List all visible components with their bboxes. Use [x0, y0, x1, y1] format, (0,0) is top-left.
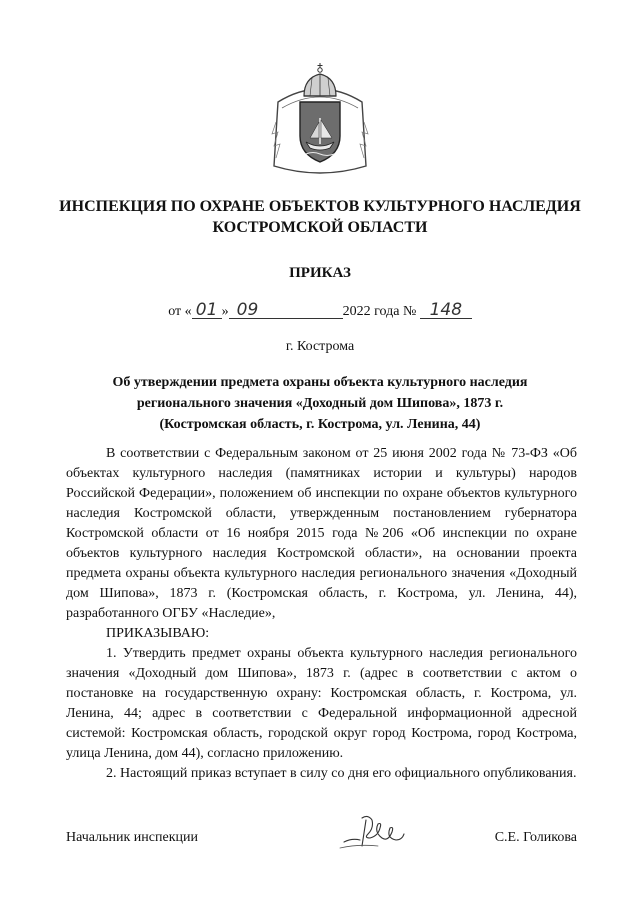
order-subject-line2: регионального значения «Доходный дом Шипова», 1873 г. [136, 396, 504, 411]
order-date-number-line [0, 300, 640, 320]
order-subject-line3: (Костромская область, г. Кострома, ул. Ленина, 44) [159, 417, 481, 432]
order-body [66, 444, 577, 784]
city: г. Кострома [285, 339, 355, 354]
coat-of-arms-emblem [270, 62, 370, 180]
preamble-paragraph: В соответствии с Федеральным законом от 25 июня 2002 года № 73-ФЗ «Об объектах культурного наследия (памятниках истории и культуры) народов Российской Федерации», положением об инспекции по охране объектов культурного наследия Костромской области, утвержденным постановлением губернатора Костромской области от 16 ноября 2015 года №206 «Об инспекции по охране объектов культурного наследия Костромской области», на основании проекта предмета охраны объекта культурного наследия регионального значения «Доходный дом Шипова», 1873 г. (Костромская область, г. Кострома, ул. Ленина, 44), разработанного ОГБУ «Наследие», [66, 446, 577, 621]
date-year-text: 2022 года № [342, 304, 417, 319]
organization-name [40, 196, 600, 238]
order-subject-line1: Об утверждении предмета охраны объекта культурного наследия [112, 375, 528, 390]
order-item-2: 2. Настоящий приказ вступает в силу со дня его официального опубликования. [106, 766, 577, 781]
date-month-handwritten: 09 [229, 303, 343, 319]
handwritten-signature [338, 812, 408, 854]
date-day-handwritten: 01 [192, 303, 222, 319]
signatory-position: Начальник инспекции [66, 830, 198, 845]
order-item-1: 1. Утвердить предмет охраны объекта культурного наследия регионального значения «Доходный дом Шипова», 1873 г. (адрес в соответствии с актом о постановке на государственную охрану: Костромская область, г. Кострома, ул. Ленина, 44; адрес в соответствии с Федеральной информационной адресной системой: Костромская область, городской округ город Кострома, город Кострома, улица Ленина, дом 44), согласно приложению. [66, 646, 577, 761]
date-mid: » [221, 304, 229, 319]
order-subject [70, 372, 570, 435]
organization-name-line2: КОСТРОМСКОЙ ОБЛАСТИ [212, 219, 428, 236]
signatory-name: С.Е. Голикова [494, 830, 577, 845]
organization-name-line1: ИНСПЕКЦИЯ ПО ОХРАНЕ ОБЪЕКТОВ КУЛЬТУРНОГО НАСЛЕДИЯ [59, 198, 581, 215]
order-directive: ПРИКАЗЫВАЮ: [106, 626, 210, 641]
order-number-handwritten: 148 [420, 303, 472, 319]
date-prefix: от « [168, 304, 192, 319]
document-type: ПРИКАЗ [289, 265, 351, 281]
